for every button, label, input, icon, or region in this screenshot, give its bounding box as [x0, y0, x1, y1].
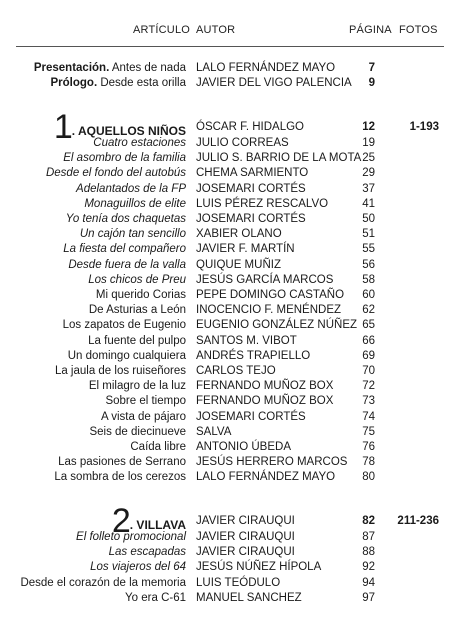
entry-title: La fuente del pulpo: [88, 334, 186, 347]
entry-title: Las pasiones de Serrano: [58, 456, 186, 469]
entry-page: 78: [362, 456, 375, 469]
toc-entry: [0, 227, 459, 242]
intro-article: [51, 76, 187, 91]
section-photos: 1-193: [409, 121, 439, 133]
entry-author: FERNANDO MUÑOZ BOX: [196, 380, 334, 393]
intro-author: JAVIER DEL VIGO PALENCIA: [196, 77, 352, 89]
entry-author: LALO FERNÁNDEZ MAYO: [196, 471, 336, 484]
entry-title: Sobre el tiempo: [105, 395, 186, 408]
entry-page: 88: [362, 546, 375, 559]
intro-title: Antes de nada: [109, 62, 186, 74]
entry-page: 37: [362, 182, 375, 195]
entry-page: 50: [362, 213, 375, 225]
toc-entry: [0, 197, 459, 212]
entry-page: 19: [362, 137, 375, 149]
entry-page: 69: [362, 349, 375, 362]
entry-page: 80: [362, 471, 375, 484]
entry-page: 56: [362, 258, 375, 271]
entry-page: 87: [362, 531, 375, 543]
intro-row-presentation: [0, 61, 459, 76]
toc-entry: [0, 151, 459, 166]
entry-page: 41: [362, 197, 375, 210]
intro-row-prologue: [0, 76, 459, 91]
entry-author: ANDRÉS TRAPIELLO: [196, 349, 311, 362]
toc-entry: [0, 576, 459, 591]
intro-page: 9: [368, 77, 375, 89]
entry-author: EUGENIO GONZÁLEZ NÚÑEZ: [196, 319, 358, 332]
entry-page: 70: [362, 365, 375, 377]
toc-entry: [0, 364, 459, 379]
entry-author: JOSEMARI CORTÉS: [196, 213, 306, 225]
entry-title: Un domingo cualquiera: [67, 349, 186, 362]
entry-page: 97: [362, 591, 375, 604]
header-photos: FOTOS: [399, 24, 438, 36]
entry-author: CHEMA SARMIENTO: [196, 167, 309, 180]
entry-title: Cuatro estaciones: [93, 137, 186, 149]
entry-page: 51: [362, 228, 375, 241]
section-name: . VILLAVA: [129, 518, 186, 532]
entry-title: Las escapadas: [108, 546, 186, 559]
entry-author: JAVIER CIRAUQUI: [196, 531, 295, 543]
entry-author: JAVIER CIRAUQUI: [196, 546, 295, 559]
entry-page: 74: [362, 410, 375, 423]
entry-title: Los zapatos de Eugenio: [62, 319, 186, 332]
entry-title: A vista de pájaro: [100, 410, 186, 423]
intro-author: LALO FERNÁNDEZ MAYO: [196, 62, 336, 74]
entry-title: Yo era C-61: [125, 591, 186, 604]
toc-entry: [0, 136, 459, 151]
entry-page: 75: [362, 425, 375, 438]
entry-title: Seis de diecinueve: [89, 425, 186, 438]
intro-page: 7: [368, 62, 375, 74]
entry-author: CARLOS TEJO: [196, 365, 276, 377]
entry-title: El milagro de la luz: [88, 380, 186, 393]
toc-entry: [0, 166, 459, 181]
entry-title: El folleto promocional: [76, 531, 186, 543]
entry-title: De Asturias a León: [88, 304, 186, 317]
entry-page: 72: [362, 380, 375, 393]
toc-entry: [0, 334, 459, 349]
entry-page: 76: [362, 441, 375, 453]
entry-author: JESÚS GARCÍA MARCOS: [196, 273, 334, 286]
toc-entry: [0, 242, 459, 257]
entry-author: XABIER OLANO: [196, 228, 282, 241]
entry-author: JAVIER F. MARTÍN: [196, 243, 295, 256]
section-page: 82: [362, 515, 375, 527]
entry-author: JESÚS NÚÑEZ HÍPOLA: [196, 561, 322, 574]
toc-entry: [0, 440, 459, 455]
section-author: ÓSCAR F. HIDALGO: [196, 121, 304, 133]
entry-page: 62: [362, 304, 375, 317]
toc-entry: [0, 379, 459, 394]
entry-page: 92: [362, 561, 375, 574]
entry-page: 65: [362, 319, 375, 332]
entry-author: ANTONIO ÚBEDA: [196, 441, 291, 453]
entry-page: 66: [362, 334, 375, 347]
toc-entry: [0, 303, 459, 318]
entry-page: 73: [362, 395, 375, 408]
toc-entry: [0, 258, 459, 273]
entry-author: PEPE DOMINGO CASTAÑO: [196, 289, 345, 301]
toc-entry: [0, 425, 459, 440]
toc-entry: [0, 530, 459, 545]
entry-author: INOCENCIO F. MENÉNDEZ: [196, 304, 342, 317]
section-number: 1: [53, 108, 72, 146]
toc-entry: [0, 410, 459, 425]
entry-author: LUIS PÉREZ RESCALVO: [196, 197, 329, 210]
entry-author: LUIS TEÓDULO: [196, 576, 281, 589]
toc-entry: [0, 288, 459, 303]
entry-author: FERNANDO MUÑOZ BOX: [196, 395, 334, 408]
entry-author: SANTOS M. VIBOT: [196, 334, 297, 347]
entry-title: Desde el corazón de la memoria: [20, 576, 186, 589]
entry-title: La sombra de los cerezos: [54, 471, 186, 484]
entry-page: 55: [362, 243, 375, 256]
intro-label: Presentación.: [33, 62, 110, 74]
header-rule: [16, 46, 444, 47]
entry-title: La jaula de los ruiseñores: [54, 365, 186, 377]
entry-title: Adelantados de la FP: [76, 182, 186, 195]
entry-author: QUIQUE MUÑIZ: [196, 258, 281, 271]
intro-label: Prólogo.: [50, 77, 98, 89]
entry-author: MANUEL SANCHEZ: [196, 591, 302, 604]
section-number: 2: [111, 502, 130, 540]
section-name: . AQUELLOS NIÑOS: [71, 124, 186, 138]
section-photos: 211-236: [397, 515, 439, 527]
entry-author: JOSEMARI CORTÉS: [196, 410, 306, 423]
entry-title: Los chicos de Preu: [88, 273, 186, 286]
entry-page: 29: [362, 167, 375, 180]
toc-entry: [0, 182, 459, 197]
toc-entry: [0, 212, 459, 227]
entry-page: 58: [362, 273, 375, 286]
entry-title: Los viajeros del 64: [90, 561, 186, 574]
entry-author: SALVA: [196, 425, 232, 438]
entry-author: JULIO S. BARRIO DE LA MOTA: [196, 152, 362, 165]
section-page: 12: [362, 121, 375, 133]
entry-title: Desde el fondo del autobús: [45, 167, 186, 180]
intro-title: Desde esta orilla: [97, 77, 186, 89]
toc-entry: [0, 560, 459, 575]
toc-entry: [0, 273, 459, 288]
entry-page: 94: [362, 576, 375, 589]
header-author: AUTOR: [196, 24, 236, 36]
entry-title: Caída libre: [130, 441, 186, 453]
entry-page: 25: [362, 152, 375, 165]
toc-entry: [0, 394, 459, 409]
entry-title: Mi querido Corias: [95, 289, 186, 301]
entry-page: 60: [362, 289, 375, 301]
intro-article: [34, 61, 186, 76]
section-author: JAVIER CIRAUQUI: [196, 515, 295, 527]
entry-title: Yo tenía dos chaquetas: [65, 213, 186, 225]
entry-title: El asombro de la familia: [63, 152, 186, 165]
entry-title: Desde fuera de la valla: [68, 258, 186, 271]
entry-title: Monaguillos de elite: [84, 197, 186, 210]
toc-entry: [0, 455, 459, 470]
header-page: PÁGINA: [349, 24, 392, 36]
header-article: ARTÍCULO: [133, 24, 191, 36]
toc-entry: [0, 318, 459, 333]
toc-entry: [0, 545, 459, 560]
entry-author: JESÚS HERRERO MARCOS: [196, 456, 348, 469]
toc-entry: [0, 349, 459, 364]
entry-author: JULIO CORREAS: [196, 137, 289, 149]
entry-title: Un cajón tan sencillo: [79, 228, 186, 241]
toc-entry: [0, 591, 459, 606]
entry-title: La fiesta del compañero: [63, 243, 186, 256]
toc-entry: [0, 470, 459, 485]
entry-author: JOSEMARI CORTÉS: [196, 182, 306, 195]
